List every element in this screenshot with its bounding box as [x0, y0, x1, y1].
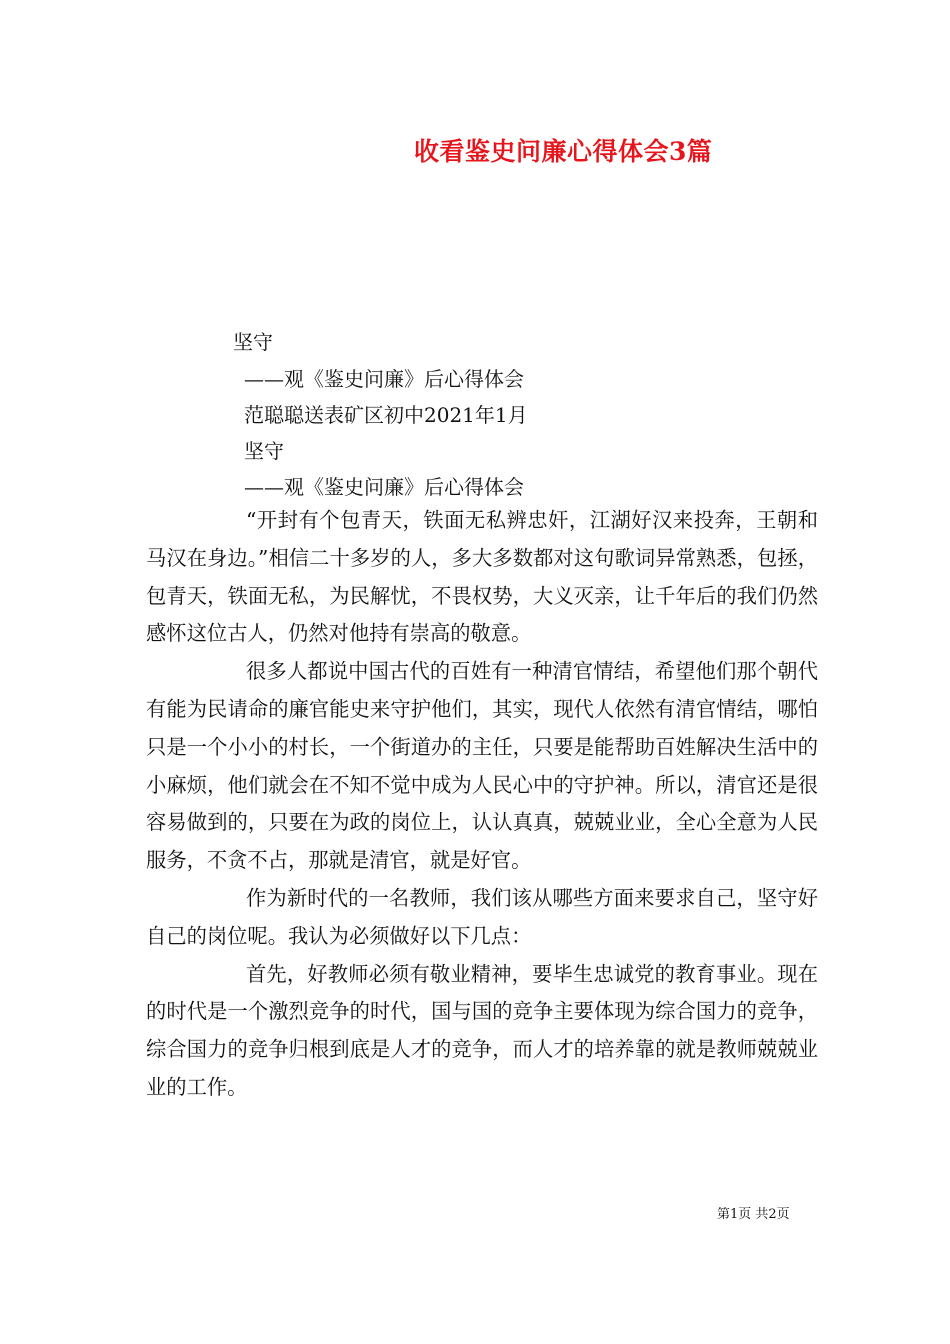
document-title: 收看鉴史问廉心得体会3篇 — [414, 137, 713, 166]
paragraph-4: 首先，好教师必须有敬业精神，要毕生忠诚党的教育事业。现在的时代是一个激烈竞争的时代，国与国的竞争主要体现为综合国力的竞争，综合国力的竞争归根到底是人才的竞争，而人才的培养靠的就是教师兢兢业业的工作。 — [146, 961, 818, 1099]
paragraph-2: 很多人都说中国古代的百姓有一种清官情结，希望他们那个朝代有能为民请命的廉官能史来守护他们，其实，现代人依然有清官情结，哪怕只是一个小小的村长，一个街道办的主任，只要是能帮助百姓解决生活中的小麻烦，他们就会在不知不觉中成为人民心中的守护神。所以，清官还是很容易做到的，只要在为政的岗位上，认认真真，兢兢业业，全心全意为人民服务，不贪不占，那就是清官，就是好官。 — [146, 659, 818, 873]
paragraph-1: “开封有个包青天，铁面无私辨忠奸，江湖好汉来投奔，王朝和马汉在身边。”相信二十多岁的人，多大多数都对这句歌词异常熟悉，包拯，包青天，铁面无私，为民解忧，不畏权势，大义灭亲，让千年后的我们仍然感怀这位古人，仍然对他持有崇高的敬意。 — [146, 508, 818, 646]
header-line-3: 范聪聪送表矿区初中2021年1月 — [244, 403, 528, 427]
header-line-5: ——观《鉴史问廉》后心得体会 — [244, 475, 524, 499]
document-body — [146, 502, 818, 1107]
paragraph-3: 作为新时代的一名教师，我们该从哪些方面来要求自己，坚守好自己的岗位呢。我认为必须做好以下几点： — [146, 885, 818, 948]
page-number-footer: 第1页 共2页 — [717, 1207, 790, 1222]
header-line-4: 坚守 — [244, 439, 284, 463]
header-line-1: 坚守 — [233, 330, 273, 354]
header-line-2: ——观《鉴史问廉》后心得体会 — [244, 367, 524, 391]
